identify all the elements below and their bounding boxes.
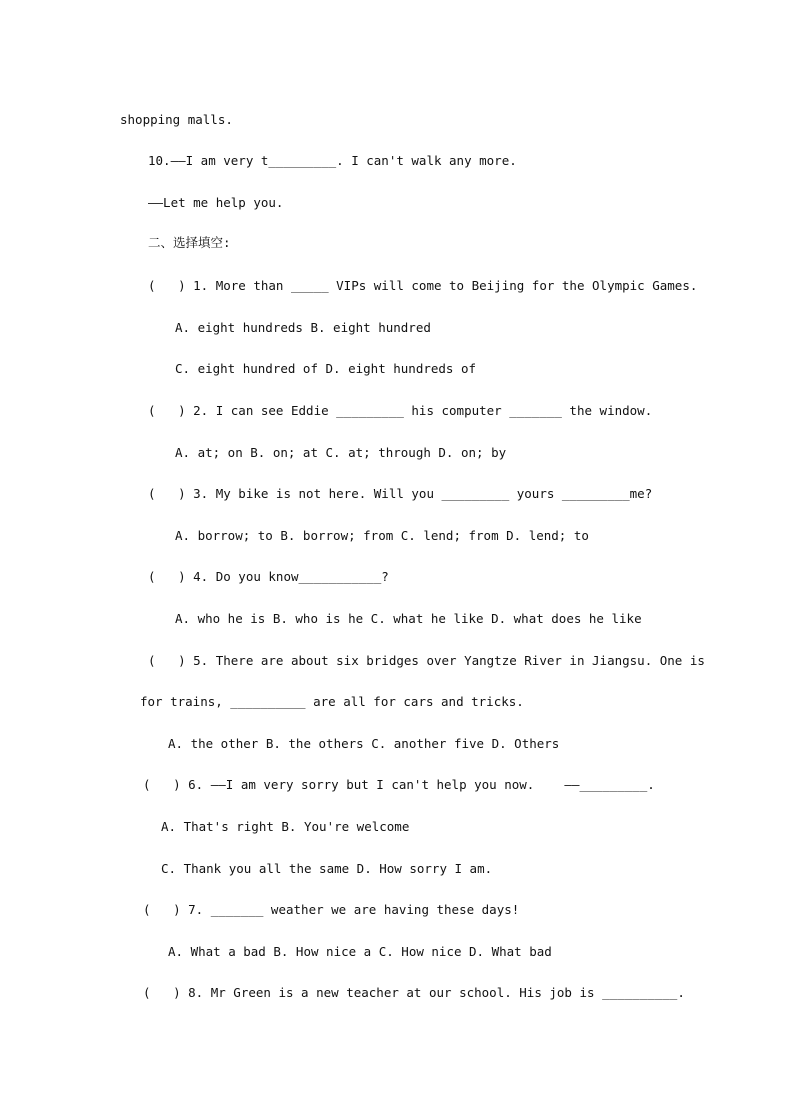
- question-6-options-ab: A. That's right B. You're welcome: [161, 819, 410, 834]
- question-8: ( ) 8. Mr Green is a new teacher at our school. His job is __________.: [143, 985, 685, 1000]
- question-4: ( ) 4. Do you know___________?: [148, 569, 389, 584]
- question-10-reply: ——Let me help you.: [148, 195, 284, 210]
- question-3-options: A. borrow; to B. borrow; from C. lend; from D. lend; to: [175, 528, 589, 543]
- text-line-shopping-malls: shopping malls.: [120, 112, 233, 127]
- question-4-options: A. who he is B. who is he C. what he like D. what does he like: [175, 611, 642, 626]
- question-2-options: A. at; on B. on; at C. at; through D. on; by: [175, 445, 507, 460]
- question-6: ( ) 6. ——I am very sorry but I can't help you now. ——_________.: [143, 777, 655, 792]
- question-7-options: A. What a bad B. How nice a C. How nice D. What bad: [168, 944, 552, 959]
- question-1-options-ab: A. eight hundreds B. eight hundred: [175, 320, 431, 335]
- question-5-options: A. the other B. the others C. another five D. Others: [168, 736, 560, 751]
- section-heading: 二、选择填空:: [148, 235, 231, 250]
- question-7: ( ) 7. _______ weather we are having these days!: [143, 902, 520, 917]
- question-1: ( ) 1. More than _____ VIPs will come to Beijing for the Olympic Games.: [148, 278, 698, 293]
- question-3: ( ) 3. My bike is not here. Will you _________ yours _________me?: [148, 486, 653, 501]
- question-5: ( ) 5. There are about six bridges over Yangtze River in Jiangsu. One is: [148, 653, 705, 668]
- question-5-continued: for trains, __________ are all for cars and tricks.: [140, 694, 524, 709]
- question-10: 10.——I am very t_________. I can't walk any more.: [148, 153, 517, 168]
- question-6-options-cd: C. Thank you all the same D. How sorry I am.: [161, 861, 493, 876]
- question-1-options-cd: C. eight hundred of D. eight hundreds of: [175, 361, 477, 376]
- question-2: ( ) 2. I can see Eddie _________ his computer _______ the window.: [148, 403, 653, 418]
